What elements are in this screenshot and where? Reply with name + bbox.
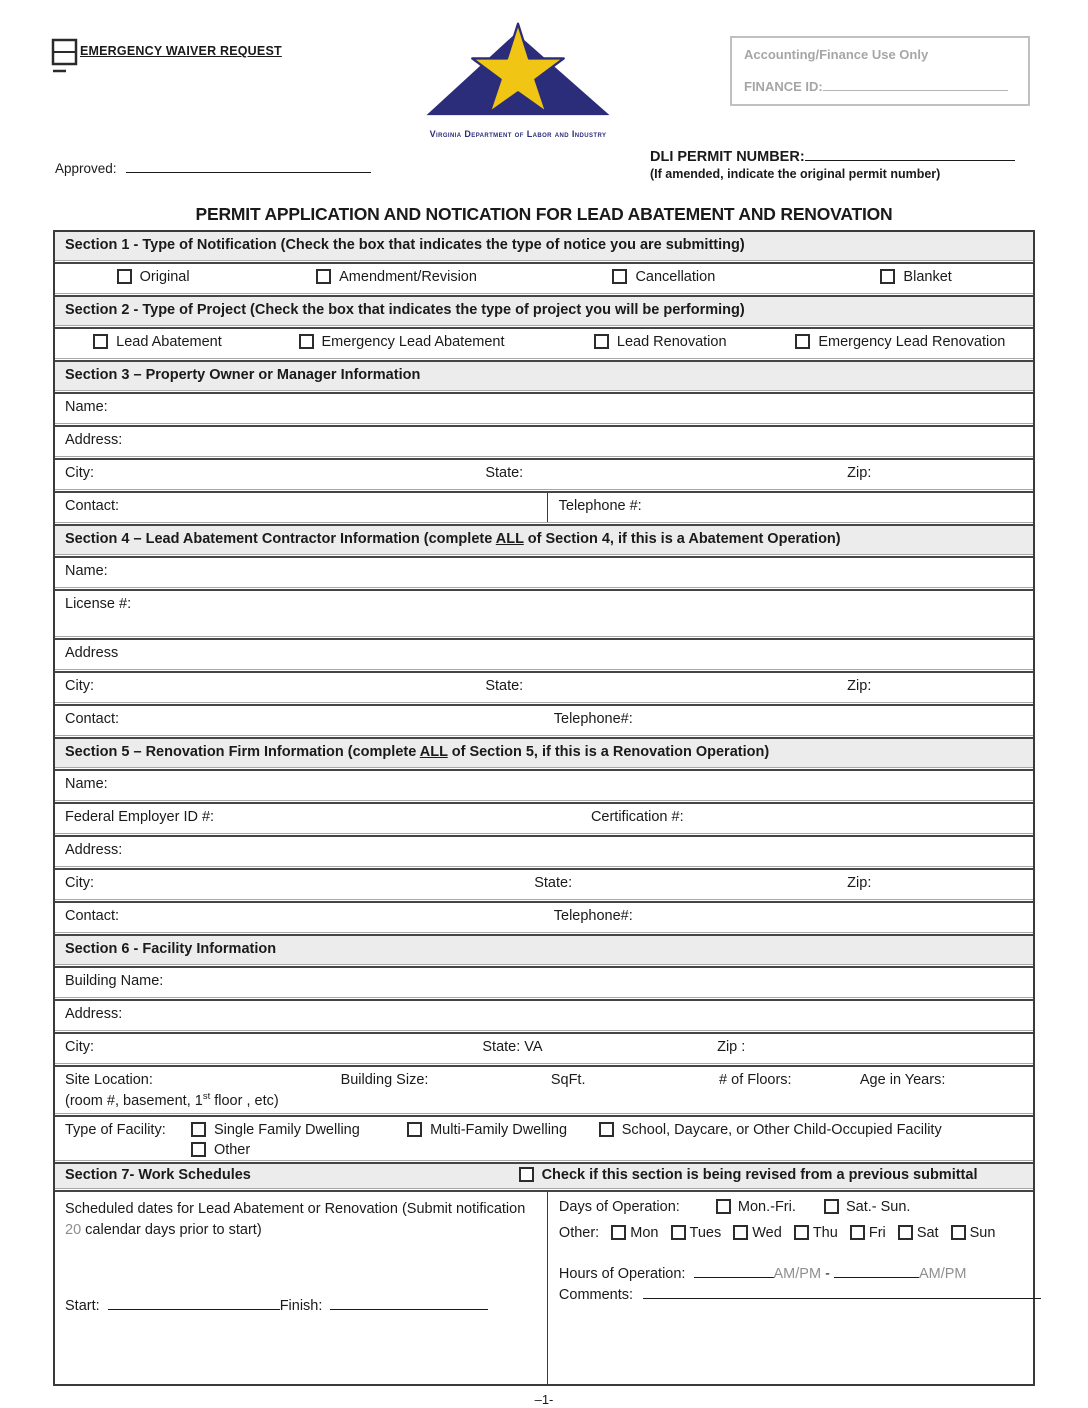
option-other-facility-label: Other: [213, 1141, 251, 1158]
s7-other-label: Other:: [558, 1224, 600, 1241]
s7-hours-dash: -: [825, 1265, 830, 1282]
s6-facility-type-row: [55, 1117, 1033, 1160]
checkbox-sun[interactable]: [951, 1225, 966, 1240]
checkbox-mon-fri[interactable]: [716, 1199, 731, 1214]
s6-floors-label: # of Floors:: [719, 1072, 792, 1088]
checkbox-sat[interactable]: [898, 1225, 913, 1240]
section-7-header: Section 7- Work Schedules Check if this section is being revised from a previous submittal: [55, 1164, 1033, 1188]
s5-name-row[interactable]: [55, 771, 1033, 800]
checkbox-blanket[interactable]: [880, 269, 895, 284]
s7-finish-label: Finish:: [279, 1297, 323, 1314]
s7-days-of-operation-label: Days of Operation:: [558, 1198, 680, 1215]
s6-site-location-row[interactable]: [55, 1067, 1033, 1113]
page-header: [0, 0, 1088, 140]
s7-comments-field[interactable]: [643, 1286, 1041, 1299]
s5-fedid-cert-row[interactable]: [55, 804, 1033, 833]
s3-address-label: Address:: [65, 432, 123, 448]
s6-state-label: State: VA: [482, 1039, 543, 1055]
document-title: PERMIT APPLICATION AND NOTICATION FOR LEAD ABATEMENT AND RENOVATION: [195, 204, 893, 224]
checkbox-other-facility[interactable]: [191, 1142, 206, 1157]
approved-field[interactable]: [126, 160, 371, 173]
s7-hours-start-field[interactable]: [694, 1265, 774, 1278]
s7-revision-label: Check if this section is being revised from a previous submittal: [541, 1166, 978, 1183]
s5-contact-telephone-row[interactable]: [55, 903, 1033, 932]
s7-sun-label: Sun: [969, 1224, 996, 1241]
s4-name-row[interactable]: [55, 558, 1033, 587]
option-lead-renovation-label: Lead Renovation: [616, 334, 727, 350]
checkbox-multi-family-dwelling[interactable]: [407, 1122, 422, 1137]
s3-state-label: State:: [485, 465, 524, 481]
section-1-options-row: [55, 264, 1033, 293]
s5-state-label: State:: [534, 875, 573, 891]
s4-city-label: City:: [65, 678, 94, 694]
s3-name-label: Name:: [65, 399, 108, 415]
s4-license-label: License #:: [65, 596, 132, 612]
s6-type-of-facility-label: Type of Facility:: [65, 1121, 166, 1138]
option-school-daycare-label: School, Daycare, or Other Child-Occupied Facility: [621, 1121, 942, 1138]
s4-name-label: Name:: [65, 563, 108, 579]
section-5-header: Section 5 – Renovation Firm Information (complete ALL of Section 5, if this is a Renovation Operation): [55, 739, 1033, 767]
accounting-finance-box: [730, 36, 1030, 106]
s7-ampm-2: AM/PM: [918, 1265, 967, 1282]
checkbox-emergency-lead-renovation[interactable]: [795, 334, 810, 349]
s7-wed-label: Wed: [752, 1224, 782, 1241]
s3-telephone-label: Telephone #:: [558, 498, 642, 514]
s5-certification-label: Certification #:: [590, 809, 684, 825]
s6-building-name-row[interactable]: [55, 968, 1033, 997]
s7-mon-label: Mon: [630, 1224, 659, 1241]
option-single-family-label: Single Family Dwelling: [213, 1121, 360, 1138]
s5-federal-employer-id-label: Federal Employer ID #:: [65, 809, 215, 825]
s3-zip-label: Zip:: [847, 465, 872, 481]
checkbox-section7-revised[interactable]: [519, 1167, 534, 1182]
s6-age-label: Age in Years:: [859, 1072, 946, 1088]
section-2-options-row: [55, 329, 1033, 358]
s3-contact-label: Contact:: [65, 498, 119, 514]
s7-hours-end-field[interactable]: [834, 1265, 919, 1278]
s6-address-row[interactable]: [55, 1001, 1033, 1030]
option-amendment-label: Amendment/Revision: [339, 269, 477, 285]
section-3-header: Section 3 – Property Owner or Manager Information: [55, 362, 1033, 390]
s3-name-row[interactable]: [55, 394, 1033, 423]
s7-start-field[interactable]: [108, 1297, 280, 1310]
s7-start-label: Start:: [65, 1297, 100, 1314]
checkbox-lead-abatement[interactable]: [93, 334, 108, 349]
s7-ampm-1: AM/PM: [773, 1265, 822, 1282]
s4-contact-label: Contact:: [65, 711, 119, 727]
emergency-waiver-label: EMERGENCY WAIVER REQUEST: [80, 44, 282, 58]
s6-address-label: Address:: [65, 1006, 123, 1022]
s7-thu-label: Thu: [812, 1224, 838, 1241]
s6-building-name-label: Building Name:: [65, 973, 164, 989]
option-cancellation-label: Cancellation: [635, 269, 716, 285]
option-multi-family-label: Multi-Family Dwelling: [430, 1121, 568, 1138]
option-lead-abatement-label: Lead Abatement: [116, 334, 222, 350]
s4-city-state-zip-row[interactable]: [55, 673, 1033, 702]
finance-id-field[interactable]: [823, 78, 1008, 91]
virginia-dli-logo: [408, 20, 628, 139]
s6-city-label: City:: [65, 1039, 94, 1055]
checkbox-single-family-dwelling[interactable]: [191, 1122, 206, 1137]
checkbox-wed[interactable]: [733, 1225, 748, 1240]
page-number: –1-: [534, 1391, 554, 1407]
s4-address-row[interactable]: [55, 640, 1033, 669]
s7-satsun-label: Sat.- Sun.: [845, 1198, 911, 1215]
section-2-header: Section 2 - Type of Project (Check the box that indicates the type of project you will be performing): [55, 297, 1033, 325]
s5-telephone-label: Telephone#:: [553, 908, 633, 924]
s5-contact-label: Contact:: [65, 908, 119, 924]
s6-zip-label: Zip :: [717, 1039, 746, 1055]
s7-monfri-label: Mon.-Fri.: [737, 1198, 796, 1215]
checkbox-tues[interactable]: [671, 1225, 686, 1240]
s5-address-label: Address:: [65, 842, 123, 858]
s5-address-row[interactable]: [55, 837, 1033, 866]
mountain-star-logo-icon: [418, 20, 618, 128]
s6-site-location-label: Site Location:: [65, 1072, 153, 1088]
checkbox-thu[interactable]: [794, 1225, 809, 1240]
form-table: [53, 230, 1035, 1386]
s4-address-label: Address: [65, 645, 119, 661]
checkbox-amendment-revision[interactable]: [316, 269, 331, 284]
s7-schedule-cell[interactable]: [55, 1192, 547, 1384]
s7-tues-label: Tues: [689, 1224, 722, 1241]
option-emergency-lead-renovation-label: Emergency Lead Renovation: [818, 334, 1006, 350]
checkbox-mon[interactable]: [611, 1225, 626, 1240]
s7-comments-label: Comments:: [558, 1286, 634, 1303]
s4-license-row[interactable]: [55, 591, 1033, 636]
s3-contact-telephone-row[interactable]: [55, 493, 1033, 522]
section-6-header: Section 6 - Facility Information: [55, 936, 1033, 964]
s5-city-label: City:: [65, 875, 94, 891]
finance-id-label: FINANCE ID:: [744, 79, 823, 94]
s3-city-label: City:: [65, 465, 94, 481]
s6-city-state-zip-row[interactable]: [55, 1034, 1033, 1063]
s6-sqft-label: SqFt.: [550, 1072, 586, 1088]
checkbox-fri[interactable]: [850, 1225, 865, 1240]
option-emergency-lead-abatement-label: Emergency Lead Abatement: [321, 334, 505, 350]
accounting-box-title: Accounting/Finance Use Only: [744, 47, 929, 62]
option-original-label: Original: [139, 269, 190, 285]
checkbox-emergency-lead-abatement[interactable]: [299, 334, 314, 349]
dli-permit-note: (If amended, indicate the original permit number): [650, 167, 941, 181]
s4-telephone-label: Telephone#:: [553, 711, 633, 727]
s7-operation-cell: [547, 1192, 1033, 1384]
s7-body-row: [55, 1192, 1033, 1384]
checkbox-original[interactable]: [117, 269, 132, 284]
emergency-waiver-checkbox-icon[interactable]: [50, 36, 80, 81]
checkbox-school-daycare[interactable]: [599, 1122, 614, 1137]
s3-address-row[interactable]: [55, 427, 1033, 456]
s6-site-location-note: (room #, basement, 1st floor , etc): [65, 1091, 279, 1109]
approved-label: Approved:: [55, 161, 117, 176]
s5-name-label: Name:: [65, 776, 108, 792]
dli-permit-number-label: DLI PERMIT NUMBER:: [650, 149, 805, 165]
s4-zip-label: Zip:: [847, 678, 872, 694]
s7-hours-of-operation-label: Hours of Operation:: [558, 1265, 686, 1282]
s4-contact-telephone-row[interactable]: [55, 706, 1033, 735]
s5-city-state-zip-row[interactable]: [55, 870, 1033, 899]
dli-permit-number-field[interactable]: [805, 148, 1015, 161]
s7-finish-field[interactable]: [330, 1297, 488, 1310]
s5-zip-label: Zip:: [847, 875, 872, 891]
section-4-header: Section 4 – Lead Abatement Contractor Information (complete ALL of Section 4, if this is a Abatement Operation): [55, 526, 1033, 554]
s4-state-label: State:: [485, 678, 524, 694]
option-blanket-label: Blanket: [903, 269, 952, 285]
s6-building-size-label: Building Size:: [340, 1072, 429, 1088]
logo-caption: Virginia Department of Labor and Industry: [429, 129, 607, 139]
s7-scheduled-dates-text: Scheduled dates for Lead Abatement or Renovation (Submit notification 20 calendar days prior to start): [65, 1200, 526, 1238]
approval-row: [0, 140, 1088, 202]
s7-sat-label: Sat: [916, 1224, 939, 1241]
s7-fri-label: Fri: [868, 1224, 886, 1241]
checkbox-cancellation[interactable]: [612, 269, 627, 284]
checkbox-sat-sun[interactable]: [824, 1199, 839, 1214]
section-1-header: Section 1 - Type of Notification (Check the box that indicates the type of notice you are submitting): [55, 232, 1033, 260]
s3-city-state-zip-row[interactable]: [55, 460, 1033, 489]
checkbox-lead-renovation[interactable]: [594, 334, 609, 349]
